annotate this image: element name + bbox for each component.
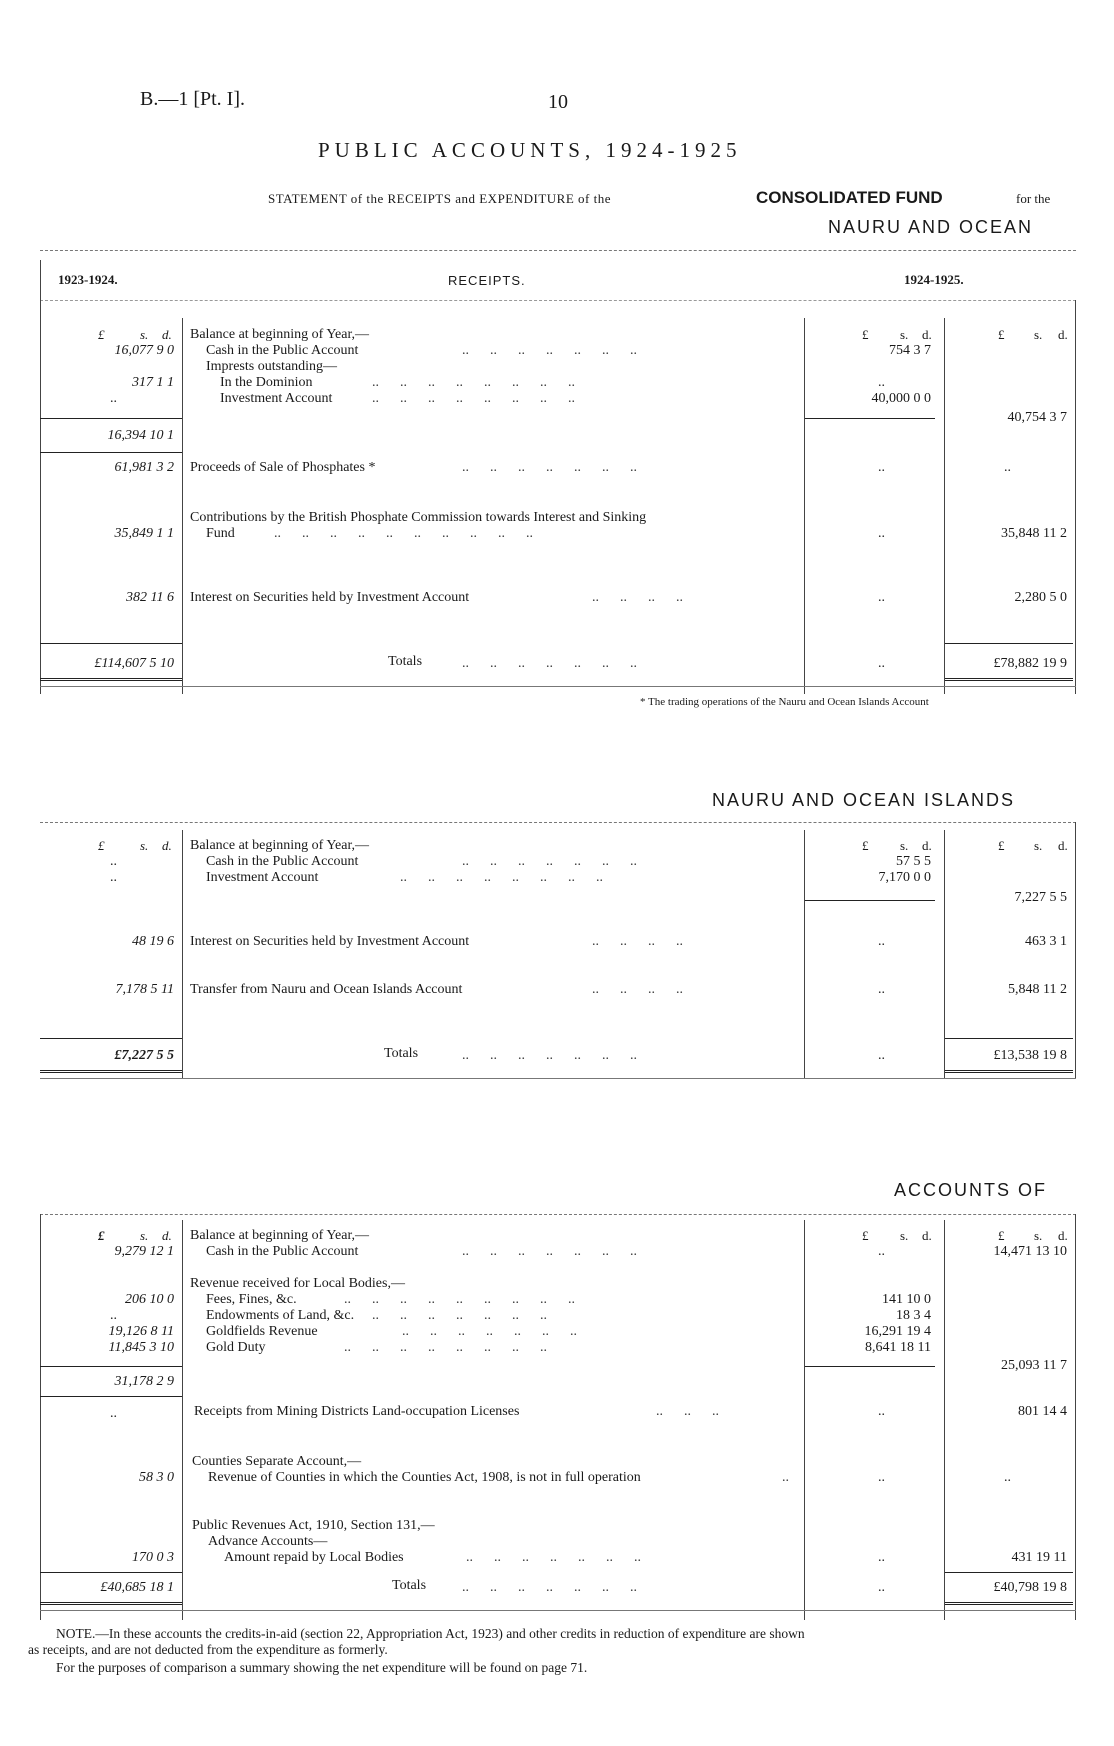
right-subtotal: 40,754 3 7 (1007, 410, 1067, 425)
row-label: Interest on Securities held by Investment Account (190, 590, 470, 605)
unit-shillings: s. (1034, 838, 1043, 853)
page-title: PUBLIC ACCOUNTS, 1924-1925 (318, 138, 742, 162)
unit-shillings: s. (1034, 1228, 1043, 1243)
mid-value: .. (878, 460, 885, 475)
right-total: £40,798 19 8 (993, 1580, 1067, 1595)
prev-value: 48 19 6 (132, 934, 174, 949)
column-header-receipts: RECEIPTS. (448, 273, 526, 288)
column-header-curr-year: 1924-1925. (904, 272, 964, 287)
unit-pounds: £ (998, 327, 1005, 342)
prev-value: .. (110, 391, 117, 406)
prev-value: 170 0 3 (132, 1550, 174, 1565)
prev-total: £114,607 5 10 (94, 656, 174, 671)
row-label: Cash in the Public Account (206, 1244, 359, 1259)
mid-value: 57 5 5 (896, 854, 931, 869)
mid-value: .. (878, 1404, 885, 1419)
prev-value: 19,126 8 11 (108, 1324, 174, 1339)
unit-shillings: s. (900, 1228, 909, 1243)
section-heading: NAURU AND OCEAN ISLANDS (712, 790, 1016, 810)
prev-value: 206 10 0 (125, 1292, 174, 1307)
unit-pence: d. (162, 327, 172, 342)
prev-value: 7,178 5 11 (115, 982, 174, 997)
row-label: Balance at beginning of Year,— (190, 838, 370, 853)
mid-value: 40,000 0 0 (871, 391, 931, 406)
statement-prefix: STATEMENT of the RECEIPTS and EXPENDITURE of the (268, 191, 611, 206)
unit-pence: d. (1058, 838, 1068, 853)
right-value: 463 3 1 (1025, 934, 1067, 949)
column-header-prev-year: 1923-1924. (58, 272, 118, 287)
document-reference: B.—1 [Pt. I]. (140, 88, 245, 110)
row-label: Investment Account (220, 391, 333, 406)
mid-value: .. (878, 526, 885, 541)
unit-pounds: £ (862, 327, 869, 342)
right-value: 35,848 11 2 (1001, 526, 1067, 541)
right-value: 801 14 4 (1018, 1404, 1067, 1419)
mid-value: 8,641 18 11 (865, 1340, 931, 1355)
prev-value: .. (110, 870, 117, 885)
statement-fund: CONSOLIDATED FUND (756, 188, 943, 207)
totals-label: Totals (392, 1578, 427, 1593)
unit-pounds: £ (998, 1228, 1005, 1243)
unit-pounds: £ (98, 838, 105, 853)
totals-label: Totals (388, 654, 423, 669)
prev-value: 11,845 3 10 (108, 1340, 174, 1355)
right-value: 431 19 11 (1011, 1550, 1067, 1565)
row-label: In the Dominion (220, 375, 313, 390)
row-label: Transfer from Nauru and Ocean Islands Account (190, 982, 463, 997)
row-label: Public Revenues Act, 1910, Section 131,— (192, 1518, 435, 1533)
unit-pence: d. (162, 1228, 172, 1243)
prev-value: .. (110, 854, 117, 869)
footnote: * The trading operations of the Nauru and Ocean Islands Account (640, 696, 929, 708)
unit-pounds: £ (862, 838, 869, 853)
row-label: Goldfields Revenue (206, 1324, 318, 1339)
unit-pence: d. (922, 1228, 932, 1243)
unit-pounds: £ (98, 327, 105, 342)
right-total: £13,538 19 8 (993, 1048, 1067, 1063)
mid-value: 754 3 7 (889, 343, 931, 358)
mid-value: .. (878, 982, 885, 997)
row-label: Advance Accounts— (208, 1534, 328, 1549)
prev-value: 35,849 1 1 (114, 526, 174, 541)
prev-value: 9,279 12 1 (114, 1244, 174, 1259)
row-label: Fees, Fines, &c. (206, 1292, 297, 1307)
row-label: Balance at beginning of Year,— (190, 1228, 370, 1243)
row-label: Counties Separate Account,— (192, 1454, 362, 1469)
row-label: Investment Account (206, 870, 319, 885)
row-label: Gold Duty (206, 1340, 266, 1355)
unit-shillings: s. (140, 838, 149, 853)
mid-value: .. (878, 934, 885, 949)
prev-value: .. (110, 1406, 117, 1421)
row-label: Amount repaid by Local Bodies (224, 1550, 404, 1565)
mid-total: .. (878, 656, 885, 671)
row-label: Interest on Securities held by Investment Account (190, 934, 470, 949)
unit-pence: d. (922, 838, 932, 853)
row-label: Proceeds of Sale of Phosphates * (190, 460, 376, 475)
mid-total: .. (878, 1048, 885, 1063)
prev-subtotal: 31,178 2 9 (114, 1374, 174, 1389)
prev-value: 382 11 6 (126, 590, 174, 605)
row-label: Receipts from Mining Districts Land-occupation Licenses (194, 1404, 520, 1419)
right-total: £78,882 19 9 (993, 656, 1067, 671)
mid-value: .. (878, 375, 885, 390)
row-label: Imprests outstanding— (206, 359, 338, 374)
prev-value: 61,981 3 2 (114, 460, 174, 475)
unit-shillings: s. (900, 327, 909, 342)
prev-value: 16,077 9 0 (114, 343, 174, 358)
right-value: 2,280 5 0 (1014, 590, 1067, 605)
row-label: Balance at beginning of Year,— (190, 327, 370, 342)
mid-value: 16,291 19 4 (864, 1324, 931, 1339)
unit-pence: d. (1058, 327, 1068, 342)
row-label: Revenue of Counties in which the Counties Act, 1908, is not in full operation (208, 1470, 641, 1485)
unit-shillings: s. (1034, 327, 1043, 342)
right-subtotal: 7,227 5 5 (1014, 890, 1067, 905)
right-value: .. (1004, 460, 1011, 475)
row-label: Contributions by the British Phosphate Commission towards Interest and Sinking (190, 510, 647, 525)
unit-pence: d. (1058, 1228, 1068, 1243)
mid-value: 18 3 4 (896, 1308, 931, 1323)
unit-pounds: £ (998, 838, 1005, 853)
mid-value: .. (878, 590, 885, 605)
unit-pounds: £ (98, 1228, 105, 1243)
mid-total: .. (878, 1580, 885, 1595)
prev-value: 317 1 1 (132, 375, 174, 390)
prev-value: 58 3 0 (139, 1470, 174, 1485)
unit-shillings: s. (900, 838, 909, 853)
row-label: Revenue received for Local Bodies,— (190, 1276, 405, 1291)
row-label: Endowments of Land, &c. (206, 1308, 355, 1323)
right-value: 14,471 13 10 (993, 1244, 1067, 1259)
page-number: 10 (548, 91, 568, 113)
statement-tail: NAURU AND OCEAN (828, 217, 1034, 237)
note-line: For the purposes of comparison a summary showing the net expenditure will be found on page 71. (56, 1660, 588, 1675)
prev-subtotal: 16,394 10 1 (107, 428, 174, 443)
statement-suffix: for the (1016, 191, 1051, 206)
unit-pounds: £ (862, 1228, 869, 1243)
mid-value: .. (878, 1550, 885, 1565)
right-subtotal: 25,093 11 7 (1001, 1358, 1067, 1373)
mid-value: .. (878, 1470, 885, 1485)
mid-value: .. (878, 1244, 885, 1259)
right-value: 5,848 11 2 (1008, 982, 1067, 997)
right-value: .. (1004, 1470, 1011, 1485)
prev-total: £7,227 5 5 (114, 1048, 174, 1063)
row-label: Cash in the Public Account (206, 343, 359, 358)
unit-pence: d. (162, 838, 172, 853)
totals-label: Totals (384, 1046, 419, 1061)
unit-shillings: s. (140, 327, 149, 342)
row-label: Cash in the Public Account (206, 854, 359, 869)
note-line: as receipts, and are not deducted from the expenditure as formerly. (28, 1642, 388, 1657)
unit-pence: d. (922, 327, 932, 342)
row-label: Fund (206, 526, 235, 541)
note-line: NOTE.—In these accounts the credits-in-aid (section 22, Appropriation Act, 1923) and other credits in reduction of expenditure are shown (56, 1626, 805, 1641)
prev-value: .. (110, 1308, 117, 1323)
mid-value: 141 10 0 (882, 1292, 931, 1307)
unit-shillings: s. (140, 1228, 149, 1243)
section-heading: ACCOUNTS OF (894, 1180, 1048, 1200)
prev-total: £40,685 18 1 (100, 1580, 174, 1595)
mid-value: 7,170 0 0 (878, 870, 931, 885)
